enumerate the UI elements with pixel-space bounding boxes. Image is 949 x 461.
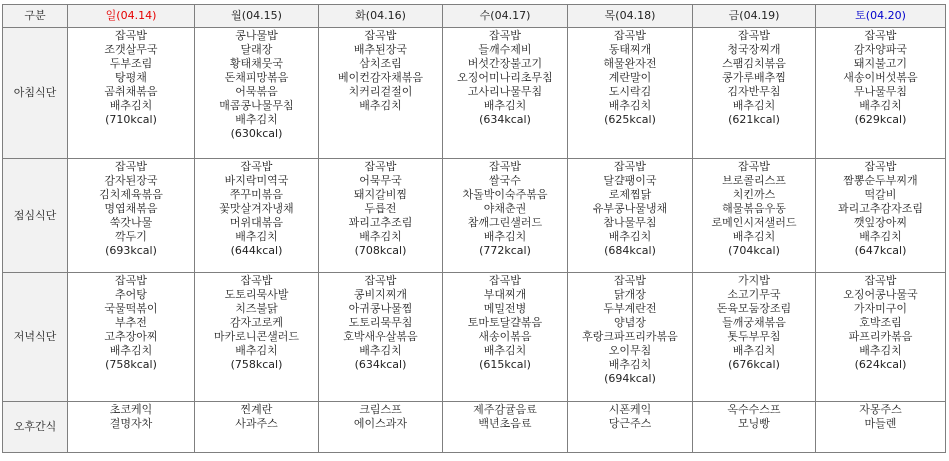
menu-item: 배추김치 — [109, 99, 153, 112]
menu-item: 초코케익 — [109, 403, 153, 416]
menu-item: 어묵무국 — [359, 174, 402, 187]
day-name: 금 — [728, 9, 740, 22]
menu-cell-wed — [443, 273, 568, 402]
menu-item: (621kcal) — [728, 113, 780, 126]
menu-item: 쑥갓나물 — [109, 216, 153, 229]
day-name: 일 — [105, 9, 117, 22]
menu-item: 찐계란 — [240, 403, 273, 416]
menu-item: 잡곡밥 — [738, 160, 770, 173]
menu-item: (772kcal) — [479, 244, 531, 257]
menu-cell-sat — [816, 273, 946, 402]
menu-item: 두부조림 — [109, 57, 153, 70]
menu-item: 치즈불닭 — [235, 302, 278, 315]
menu-cell-thu — [568, 402, 693, 453]
menu-item: 버섯간장불고기 — [467, 57, 543, 70]
menu-item: 잡곡밥 — [240, 274, 273, 287]
menu-list — [693, 273, 815, 372]
menu-list — [816, 273, 945, 372]
menu-item: 배추김치 — [235, 113, 278, 126]
menu-item: 모닝빵 — [738, 417, 770, 430]
menu-item: 치킨까스 — [732, 188, 776, 201]
dinner-row — [3, 273, 946, 402]
menu-list — [319, 273, 442, 372]
menu-item: 브로콜리스프 — [722, 174, 786, 187]
menu-cell-mon — [195, 273, 319, 402]
menu-item: 사과주스 — [235, 417, 278, 430]
day-header-thu — [568, 5, 693, 28]
menu-item: 잡곡밥 — [489, 274, 521, 287]
header-row — [3, 5, 946, 28]
menu-item: 오징어미나리초무침 — [457, 71, 553, 84]
menu-item: (693kcal) — [105, 244, 157, 257]
menu-list — [68, 159, 194, 258]
menu-item: 감자양파국 — [853, 43, 908, 56]
menu-item: 배추김치 — [483, 344, 527, 357]
menu-item: 무나물무침 — [853, 85, 908, 98]
menu-item: 배추김치 — [859, 344, 902, 357]
menu-item: 배추김치 — [732, 99, 776, 112]
menu-item: (684kcal) — [604, 244, 656, 257]
day-date: (04.14) — [116, 9, 157, 22]
menu-item: 두부계란전 — [603, 302, 657, 315]
menu-list — [693, 159, 815, 258]
menu-item: 꽃맛살겨자냉채 — [219, 202, 294, 215]
menu-item: 잡곡밥 — [489, 160, 521, 173]
menu-list — [443, 273, 567, 372]
menu-item: 배추김치 — [608, 358, 652, 371]
menu-item: 차돌박이숙주볶음 — [462, 188, 548, 201]
lunch-row — [3, 159, 946, 273]
day-name: 수 — [479, 9, 491, 22]
day-name: 목 — [604, 9, 616, 22]
menu-item: 배추김치 — [732, 230, 776, 243]
menu-item: 파프리카볶음 — [848, 330, 913, 343]
day-date: (04.18) — [615, 9, 656, 22]
menu-item: 크림스프 — [359, 403, 402, 416]
menu-list — [443, 28, 567, 127]
menu-item: 조갯살무국 — [104, 43, 158, 56]
menu-item: 배추된장국 — [353, 43, 408, 56]
menu-item: 잡곡밥 — [115, 29, 147, 42]
menu-item: 잡곡밥 — [614, 29, 646, 42]
menu-item: 배추김치 — [732, 344, 776, 357]
menu-list — [568, 402, 692, 431]
menu-item: 잡곡밥 — [489, 29, 521, 42]
menu-item: 참깨그린샐러드 — [467, 216, 543, 229]
day-date: (04.19) — [739, 9, 780, 22]
menu-cell-thu — [568, 159, 693, 273]
menu-item: 감자고로케 — [229, 316, 284, 329]
menu-cell-tue — [319, 159, 443, 273]
menu-item: 청국장찌개 — [727, 43, 781, 56]
menu-item: 메밀전병 — [483, 302, 527, 315]
menu-item: 콩나물밥 — [235, 29, 278, 42]
menu-cell-sun — [68, 28, 195, 159]
menu-item: 자몽주스 — [859, 403, 902, 416]
menu-item: 추어탕 — [115, 288, 147, 301]
menu-item: 콩가루배추찜 — [722, 71, 786, 84]
menu-item: 쌀국수 — [489, 174, 521, 187]
menu-item: (704kcal) — [728, 244, 780, 257]
menu-item: 토마토달걀볶음 — [467, 316, 543, 329]
menu-cell-fri — [693, 28, 816, 159]
day-name: 토 — [855, 9, 866, 22]
menu-item: 해물볶음우동 — [722, 202, 786, 215]
menu-item: 콩비지찌개 — [353, 288, 408, 301]
menu-item: 떡갈비 — [864, 188, 897, 201]
menu-item: 양념장 — [614, 316, 646, 329]
menu-item: 해물완자전 — [603, 57, 657, 70]
menu-item: 고추장아찌 — [104, 330, 158, 343]
menu-item: 배추김치 — [235, 344, 278, 357]
menu-item: 김치제육볶음 — [99, 188, 163, 201]
menu-cell-wed — [443, 402, 568, 453]
menu-list — [195, 402, 318, 431]
menu-item: 잡곡밥 — [364, 29, 397, 42]
menu-item: 호박조림 — [859, 316, 902, 329]
menu-item: (644kcal) — [230, 244, 283, 257]
menu-list — [319, 159, 442, 258]
menu-item: 잡곡밥 — [864, 160, 897, 173]
menu-cell-sat — [816, 402, 946, 453]
menu-item: 톳두부무침 — [727, 330, 781, 343]
menu-cell-sun — [68, 402, 195, 453]
menu-item: 달걀팽이국 — [603, 174, 657, 187]
menu-item: 감자된장국 — [104, 174, 158, 187]
menu-item: 호박새우살볶음 — [343, 330, 418, 343]
menu-item: 후랑크파프리카볶음 — [582, 330, 678, 343]
menu-item: 도토리묵무침 — [348, 316, 413, 329]
day-header-mon — [195, 5, 319, 28]
menu-item: 야채춘권 — [483, 202, 527, 215]
menu-cell-mon — [195, 402, 319, 453]
menu-item: 김자반무침 — [727, 85, 781, 98]
menu-cell-sun — [68, 159, 195, 273]
menu-list — [68, 273, 194, 372]
menu-item: 오이무침 — [608, 344, 652, 357]
menu-item: 잡곡밥 — [364, 274, 397, 287]
menu-item: 베이컨감자채볶음 — [337, 71, 423, 84]
menu-item: 제주감귤음료 — [473, 403, 537, 416]
snack-row — [3, 402, 946, 453]
menu-cell-sun — [68, 273, 195, 402]
menu-item: 새송이볶음 — [478, 330, 532, 343]
menu-item: 시폰케익 — [608, 403, 652, 416]
menu-item: 고사리나물무침 — [467, 85, 543, 98]
menu-list — [568, 28, 692, 127]
menu-cell-wed — [443, 159, 568, 273]
menu-item: 들깨수제비 — [478, 43, 532, 56]
menu-item: (630kcal) — [230, 127, 283, 140]
menu-item: (758kcal) — [230, 358, 283, 371]
menu-item: 돈육모둠장조림 — [716, 302, 792, 315]
menu-item: (647kcal) — [854, 244, 907, 257]
menu-item: 로제찜닭 — [608, 188, 652, 201]
menu-item: 배추김치 — [483, 99, 527, 112]
menu-item: 로메인시저샐러드 — [711, 216, 797, 229]
menu-cell-fri — [693, 273, 816, 402]
menu-item: 아귀콩나물찜 — [348, 302, 413, 315]
menu-item: 달래장 — [240, 43, 273, 56]
menu-item: 잡곡밥 — [864, 274, 897, 287]
menu-cell-mon — [195, 28, 319, 159]
day-date: (04.15) — [241, 9, 282, 22]
menu-item: 배추김치 — [859, 99, 902, 112]
menu-item: 배추김치 — [359, 99, 402, 112]
breakfast-row — [3, 28, 946, 159]
menu-item: 마들렌 — [864, 417, 897, 430]
menu-item: 잡곡밥 — [614, 274, 646, 287]
menu-cell-thu — [568, 273, 693, 402]
menu-item: 탕평채 — [115, 71, 147, 84]
menu-list — [319, 28, 442, 113]
menu-cell-sat — [816, 28, 946, 159]
menu-cell-tue — [319, 402, 443, 453]
day-name: 화 — [355, 9, 366, 22]
menu-item: 배추김치 — [359, 344, 402, 357]
menu-item: 머위대볶음 — [229, 216, 284, 229]
row-label-breakfast: 아침식단 — [3, 28, 68, 159]
menu-list — [816, 159, 945, 258]
menu-item: 잡곡밥 — [240, 160, 273, 173]
menu-item: 바지락미역국 — [224, 174, 289, 187]
menu-list — [568, 159, 692, 258]
menu-item: 도시락김 — [608, 85, 652, 98]
menu-item: 잡곡밥 — [614, 160, 646, 173]
menu-item: 배추김치 — [483, 230, 527, 243]
menu-item: (676kcal) — [728, 358, 780, 371]
menu-cell-thu — [568, 28, 693, 159]
day-header-wed — [443, 5, 568, 28]
day-date: (04.17) — [490, 9, 531, 22]
menu-item: 유부콩나물냉채 — [592, 202, 668, 215]
menu-item: 명엽채볶음 — [104, 202, 158, 215]
menu-item: 잡곡밥 — [364, 160, 397, 173]
day-header-fri — [693, 5, 816, 28]
menu-item: 배추김치 — [235, 230, 278, 243]
menu-item: 배추김치 — [608, 230, 652, 243]
menu-cell-fri — [693, 402, 816, 453]
menu-cell-fri — [693, 159, 816, 273]
day-name: 월 — [231, 9, 242, 22]
menu-item: 부추전 — [115, 316, 147, 329]
menu-item: 배추김치 — [109, 344, 153, 357]
day-date: (04.20) — [865, 9, 906, 22]
menu-item: 매콤콩나물무침 — [219, 99, 294, 112]
menu-item: 도토리묵사발 — [224, 288, 289, 301]
menu-item: 결명자차 — [109, 417, 153, 430]
menu-item: 국물떡볶이 — [104, 302, 158, 315]
menu-item: 돈채피망볶음 — [224, 71, 289, 84]
day-header-sat — [816, 5, 946, 28]
menu-cell-tue — [319, 273, 443, 402]
menu-item: 삼치조림 — [359, 57, 402, 70]
menu-item: 깍두기 — [115, 230, 147, 243]
menu-list — [195, 28, 318, 141]
menu-item: 꽈리고추감자조림 — [837, 202, 923, 215]
menu-cell-tue — [319, 28, 443, 159]
menu-item: (710kcal) — [105, 113, 157, 126]
menu-list — [568, 273, 692, 386]
row-label-lunch: 점심식단 — [3, 159, 68, 273]
menu-item: 닭개장 — [614, 288, 646, 301]
menu-cell-sat — [816, 159, 946, 273]
menu-item: (624kcal) — [854, 358, 907, 371]
menu-item: 돼지불고기 — [853, 57, 908, 70]
menu-list — [443, 402, 567, 431]
menu-item: 돼지갈비찜 — [353, 188, 408, 201]
menu-list — [319, 402, 442, 431]
menu-item: (634kcal) — [479, 113, 531, 126]
menu-item: 꽈리고추조림 — [348, 216, 413, 229]
menu-item: 계란말이 — [608, 71, 652, 84]
menu-item: 새송이버섯볶음 — [843, 71, 918, 84]
day-header-sun — [68, 5, 195, 28]
menu-item: (629kcal) — [854, 113, 907, 126]
menu-list — [693, 402, 815, 431]
menu-item: 소고기무국 — [727, 288, 781, 301]
menu-item: 잡곡밥 — [738, 29, 770, 42]
menu-item: 배추김치 — [859, 230, 902, 243]
menu-item: 마카로니콘샐러드 — [213, 330, 299, 343]
menu-cell-mon — [195, 159, 319, 273]
menu-item: 두릅전 — [364, 202, 397, 215]
menu-item: 배추김치 — [608, 99, 652, 112]
menu-item: 오징어콩나물국 — [843, 288, 918, 301]
menu-cell-wed — [443, 28, 568, 159]
menu-item: (634kcal) — [354, 358, 407, 371]
menu-list — [195, 273, 318, 372]
menu-item: 치커리겉절이 — [348, 85, 413, 98]
menu-item: 당근주스 — [608, 417, 652, 430]
menu-list — [816, 28, 945, 127]
menu-item: 잡곡밥 — [115, 274, 147, 287]
menu-item: (625kcal) — [604, 113, 656, 126]
menu-item: 어묵볶음 — [235, 85, 278, 98]
menu-item: 백년초음료 — [478, 417, 532, 430]
menu-item: 잡곡밥 — [115, 160, 147, 173]
menu-item: 배추김치 — [359, 230, 402, 243]
menu-item: (615kcal) — [479, 358, 531, 371]
menu-item: (708kcal) — [354, 244, 407, 257]
menu-list — [68, 28, 194, 127]
menu-item: (694kcal) — [604, 372, 656, 385]
menu-item: (758kcal) — [105, 358, 157, 371]
menu-item: 동태찌개 — [608, 43, 652, 56]
day-header-tue — [319, 5, 443, 28]
menu-item: 곰취채볶음 — [104, 85, 158, 98]
row-label-dinner: 저녁식단 — [3, 273, 68, 402]
header-label: 구분 — [3, 5, 68, 28]
menu-item: 깻잎장아찌 — [853, 216, 908, 229]
menu-list — [68, 402, 194, 431]
menu-item: 스팸김치볶음 — [722, 57, 786, 70]
menu-item: 가자미구이 — [853, 302, 908, 315]
menu-item: 옥수수스프 — [727, 403, 781, 416]
menu-item: 에이스과자 — [353, 417, 408, 430]
menu-item: 참나물무침 — [603, 216, 657, 229]
menu-item: 황태채뭇국 — [229, 57, 284, 70]
menu-item: 들깨궁채볶음 — [722, 316, 786, 329]
menu-list — [195, 159, 318, 258]
menu-item: 가지밥 — [738, 274, 770, 287]
day-date: (04.16) — [365, 9, 406, 22]
menu-item: 짬뽕순두부찌개 — [843, 174, 918, 187]
menu-list — [693, 28, 815, 127]
menu-list — [443, 159, 567, 258]
meal-plan-table — [2, 4, 946, 453]
menu-item: 쭈꾸미볶음 — [229, 188, 284, 201]
menu-list — [816, 402, 945, 431]
menu-item: 부대찌개 — [483, 288, 527, 301]
row-label-snack: 오후간식 — [3, 402, 68, 453]
menu-item: 잡곡밥 — [864, 29, 897, 42]
